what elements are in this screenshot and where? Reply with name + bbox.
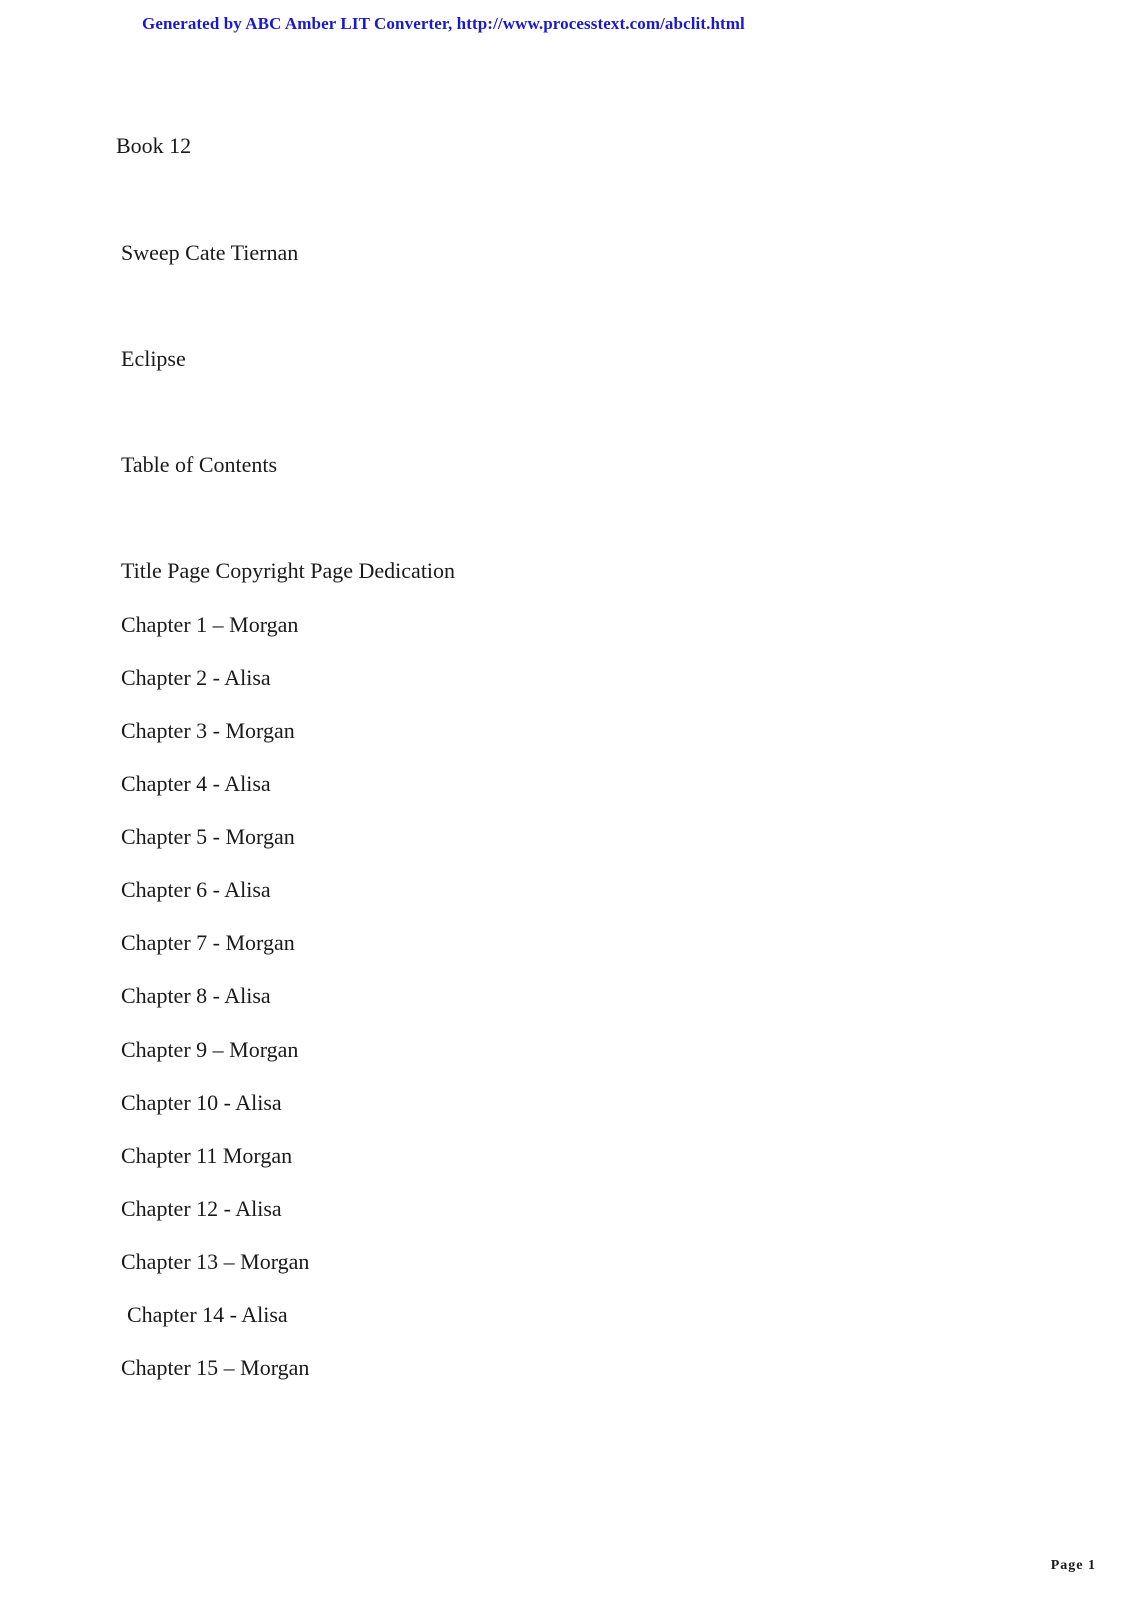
toc-entry[interactable]: Chapter 15 – Morgan [121,1355,310,1380]
toc-front-matter: Title Page Copyright Page Dedication [121,558,456,583]
toc-entry[interactable]: Chapter 8 - Alisa [121,983,271,1008]
toc-entry[interactable]: Chapter 14 - Alisa [127,1302,288,1327]
book-label: Book 12 [116,133,192,158]
book-title: Eclipse [121,346,186,371]
toc-entry[interactable]: Chapter 5 - Morgan [121,824,295,849]
series-author: Sweep Cate Tiernan [121,240,299,265]
toc-entry[interactable]: Chapter 7 - Morgan [121,930,295,955]
toc-entry[interactable]: Chapter 6 - Alisa [121,877,271,902]
toc-heading: Table of Contents [121,452,278,477]
toc-entry[interactable]: Chapter 2 - Alisa [121,665,271,690]
toc-entry[interactable]: Chapter 13 – Morgan [121,1249,310,1274]
toc-entry[interactable]: Chapter 12 - Alisa [121,1196,282,1221]
page-number: Page 1 [1050,1558,1096,1573]
toc-entry[interactable]: Chapter 4 - Alisa [121,771,271,796]
generator-link[interactable]: Generated by ABC Amber LIT Converter, http://www.processtext.com/abclit.html [142,14,745,33]
toc-entry[interactable]: Chapter 3 - Morgan [121,718,295,743]
toc-entry[interactable]: Chapter 11 Morgan [121,1143,293,1168]
toc-entry[interactable]: Chapter 10 - Alisa [121,1090,282,1115]
toc-entry[interactable]: Chapter 9 – Morgan [121,1037,299,1062]
toc-entry[interactable]: Chapter 1 – Morgan [121,612,299,637]
